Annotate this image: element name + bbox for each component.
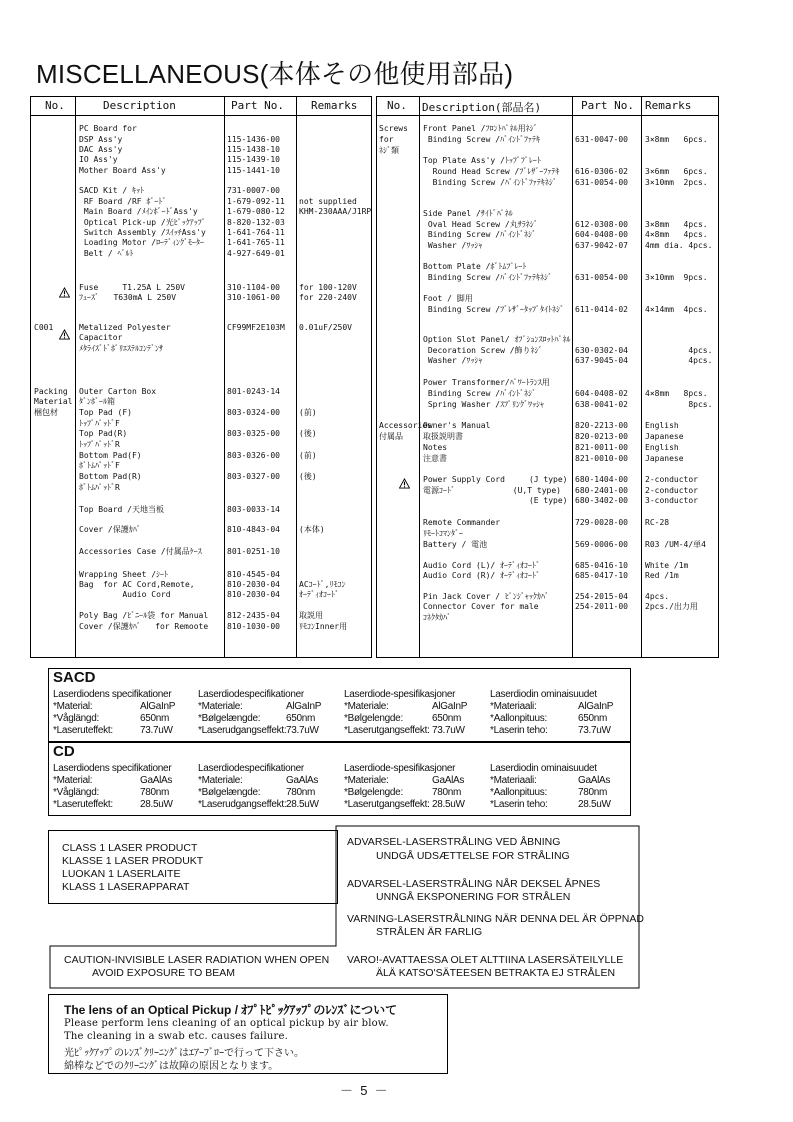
- right_table-cell-rem: White /1m: [645, 561, 689, 570]
- right_table-cell-part: 631-0047-00: [575, 135, 628, 144]
- right_table-cell-desc: Binding Screw /ﾊﾞｲﾝﾄﾞﾌｧﾃｷ: [423, 135, 541, 144]
- left_table-cell-desc: Belt / ﾍﾞﾙﾄ: [79, 249, 134, 258]
- right_table-cell-rem: 3-conductor: [645, 496, 698, 505]
- right_table-cell-rem: 4pcs.: [645, 592, 670, 601]
- left_table-cell-desc: Cover /保護ｶﾊﾞ for Remoote: [79, 622, 209, 631]
- left_table-cell-part: 115-1439-10: [227, 155, 280, 164]
- left_table-cell-desc: DAC Ass'y: [79, 145, 123, 154]
- right_table-cell-no: ﾈｼﾞ類: [379, 146, 399, 155]
- right_table-cell-desc: Binding Screw /ﾊﾞｲﾝﾄﾞﾈｼﾞ: [423, 230, 537, 239]
- left_table-cell-desc: Mother Board Ass'y: [79, 166, 166, 175]
- cd-spec-label: *Materiale:: [198, 775, 243, 786]
- varo-fi-line: ÄLÄ KATSO'SÄTEESEN BETRAKTA EJ STRÅLEN: [376, 967, 616, 979]
- col-header-remarks: Remarks: [645, 99, 692, 112]
- col-header-remarks: Remarks: [311, 99, 358, 112]
- left_table-cell-desc: Bottom Pad(R): [79, 472, 142, 481]
- right_table-cell-desc: (E type): [423, 496, 568, 505]
- sacd-spec-title: Laserdiodespecifikationer: [198, 689, 304, 700]
- sacd-spec-title: Laserdiodens specifikationer: [53, 689, 172, 700]
- right_table-cell-desc: Remote Commander: [423, 518, 501, 527]
- sacd-spec-label: *Material:: [53, 701, 93, 712]
- left_table-cell-desc: ﾄｯﾌﾟﾊﾟｯﾄﾞF: [79, 419, 120, 428]
- cd-spec-value: 780nm: [432, 787, 462, 798]
- right_table-cell-rem: Japanese: [645, 454, 684, 463]
- right_table-cell-part: 611-0414-02: [575, 305, 628, 314]
- right_table-cell-part: 612-0308-00: [575, 220, 628, 229]
- sacd-spec-label: *Våglängd:: [53, 713, 99, 724]
- cd-spec-label: *Laserutgangseffekt:: [344, 799, 430, 810]
- lens-note-line: The cleaning in a swab etc. causes failure.: [64, 1031, 288, 1042]
- right_table-cell-desc: Power Transformer/ﾊﾟﾜｰﾄﾗﾝｽ用: [423, 378, 550, 387]
- left_table-cell-part: 115-1441-10: [227, 166, 280, 175]
- col-header-part-no: Part No.: [581, 99, 634, 112]
- left_table-cell-desc: PC Board for: [79, 124, 137, 133]
- right_table-cell-desc: Pin Jack Cover / ﾋﾟﾝｼﾞｬｯｸｶﾊﾞ: [423, 592, 549, 601]
- class1-line: CLASS 1 LASER PRODUCT: [62, 842, 198, 854]
- left_table-cell-desc: Top Board /天地当板: [79, 505, 164, 514]
- col-header-description: Description(部品名): [422, 101, 542, 114]
- sacd-spec-label: *Laseruteffekt:: [53, 725, 113, 736]
- lens-note-line: 光ﾋﾟｯｸｱｯﾌﾟのﾚﾝｽﾞｸﾘｰﾆﾝｸﾞはｴｱｰﾌﾞﾛｰで行って下さい。: [64, 1048, 304, 1059]
- right_table-cell-desc: 注意書: [423, 454, 447, 463]
- sacd-spec-label: *Laserudgangseffekt:: [198, 725, 287, 736]
- right_table-cell-part: 729-0028-00: [575, 518, 628, 527]
- left_table-cell-rem: for 100-120V: [299, 283, 357, 292]
- sacd-spec-value: 73.7uW: [578, 725, 611, 736]
- right_table-cell-desc: Front Panel /ﾌﾛﾝﾄﾊﾟﾈﾙ用ﾈｼﾞ: [423, 124, 538, 133]
- right_table-cell-rem: 4×8mm 4pcs.: [645, 230, 708, 239]
- left_table-cell-desc: Bag for AC Cord,Remote,: [79, 580, 195, 589]
- right_table-cell-desc: Binding Screw /ﾊﾞｲﾝﾄﾞﾈｼﾞ: [423, 389, 537, 398]
- right_table-cell-part: 604-0408-02: [575, 389, 628, 398]
- right_table-cell-rem: 4pcs.: [645, 356, 713, 365]
- right_table-cell-part: 630-0302-04: [575, 346, 628, 355]
- right_table-cell-desc: ｺﾈｸﾀｶﾊﾞ: [423, 613, 451, 622]
- left_table-cell-desc: Wrapping Sheet /ｼｰﾄ: [79, 570, 169, 579]
- left_table-cell-desc: Audio Cord: [79, 590, 171, 599]
- sacd-spec-label: *Laserutgangseffekt:: [344, 725, 430, 736]
- left_table-cell-desc: Accessories Case /付属品ｹｰｽ: [79, 547, 202, 556]
- left_table-cell-desc: Loading Motor /ﾛｰﾃﾞｨﾝｸﾞﾓｰﾀｰ: [79, 238, 205, 247]
- left_table-cell-part: CF99MF2E103M: [227, 323, 285, 332]
- right_table-cell-part: 637-9045-04: [575, 356, 628, 365]
- cd-spec-title: Laserdiodin ominaisuudet: [490, 763, 597, 774]
- advarsel-no-line: UNNGÅ EKSPONERING FOR STRÅLEN: [376, 891, 571, 903]
- left_table-cell-part: 810-4545-04: [227, 570, 280, 579]
- left_table-cell-part: 810-1030-00: [227, 622, 280, 631]
- cd-spec-value: GaAlAs: [432, 775, 465, 786]
- right_table-cell-desc: Oval Head Screw /丸ｻﾗﾈｼﾞ: [423, 220, 538, 229]
- right_table-cell-rem: English: [645, 443, 679, 452]
- right_table-cell-desc: Option Slot Panel/ ｵﾌﾟｼｮﾝｽﾛｯﾄﾊﾟﾈﾙ: [423, 335, 571, 344]
- cd-spec-label: *Våglängd:: [53, 787, 99, 798]
- right_table-cell-part: 680-1404-00: [575, 475, 628, 484]
- left_table-cell-part: 8-820-132-03: [227, 218, 285, 227]
- col-header-part-no: Part No.: [231, 99, 284, 112]
- left_table-cell-desc: Cover /保護ｶﾊﾞ: [79, 525, 141, 534]
- right_table-cell-desc: Decoration Screw /飾りﾈｼﾞ: [423, 346, 543, 355]
- right_table-cell-desc: Washer /ﾜｯｼｬ: [423, 356, 483, 365]
- right_table-cell-part: 685-0416-10: [575, 561, 628, 570]
- left_table-cell-part: 115-1438-10: [227, 145, 280, 154]
- left_table-cell-desc: SACD Kit / ｷｯﾄ: [79, 186, 144, 195]
- left_table-cell-desc: ﾎﾞﾄﾑﾊﾟｯﾄﾞR: [79, 483, 120, 492]
- left_table-cell-no: C001: [34, 323, 54, 332]
- right_table-cell-rem: 3×6mm 6pcs.: [645, 167, 708, 176]
- right_table-cell-no: for: [379, 135, 394, 144]
- class1-line: KLASSE 1 LASER PRODUKT: [62, 855, 204, 867]
- left_table-cell-rem: ﾘﾓｺﾝInner用: [299, 622, 348, 631]
- left_table-cell-desc: ﾒﾀﾗｲｽﾞﾄﾞﾎﾟﾘｴｽﾃﾙｺﾝﾃﾞﾝｻ: [79, 344, 163, 353]
- left_table-cell-part: 810-2030-04: [227, 590, 280, 599]
- cd-spec-value: 780nm: [286, 787, 316, 798]
- sacd-spec-value: 73.7uW: [140, 725, 173, 736]
- cd-spec-label: *Laserin teho:: [490, 799, 548, 810]
- sacd-spec-label: *Bølgelængde:: [198, 713, 261, 724]
- cd-spec-label: *Bølgelengde:: [344, 787, 403, 798]
- left_table-cell-part: 115-1436-00: [227, 135, 280, 144]
- right_table-cell-no: Screws: [379, 124, 408, 133]
- sacd-spec-value: AlGaInP: [432, 701, 468, 712]
- left_table-cell-part: 310-1061-00: [227, 293, 280, 302]
- right_table-cell-desc: Foot / 脚用: [423, 294, 473, 303]
- lens-note-line: 綿棒などでのｸﾘｰﾆﾝｸﾞは故障の原因となります。: [64, 1061, 279, 1072]
- sacd-spec-value: 650nm: [286, 713, 316, 724]
- right_table-cell-rem: 4×8mm 8pcs.: [645, 389, 708, 398]
- left_table-cell-desc: ﾄｯﾌﾟﾊﾟｯﾄﾞR: [79, 440, 120, 449]
- right_table-cell-part: 638-0041-02: [575, 400, 628, 409]
- right_table-cell-desc: Binding Screw /ﾊﾞｲﾝﾄﾞﾌｧﾃｷﾈｼﾞ: [423, 178, 557, 187]
- left_table-cell-desc: IO Ass'y: [79, 155, 118, 164]
- left_table-cell-part: 1-641-764-11: [227, 228, 285, 237]
- right_table-cell-desc: Washer /ﾜｯｼｬ: [423, 241, 483, 250]
- right_table-cell-rem: 3×8mm 6pcs.: [645, 135, 708, 144]
- sacd-spec-label: *Laserin teho:: [490, 725, 548, 736]
- left_table-cell-part: 803-0326-00: [227, 451, 280, 460]
- sacd-spec-title: Laserdiodin ominaisuudet: [490, 689, 597, 700]
- right_table-cell-desc: Audio Cord (R)/ ｵｰﾃﾞｨｵｺｰﾄﾞ: [423, 571, 541, 580]
- sacd-heading: SACD: [53, 669, 96, 686]
- right_table-cell-rem: 3×10mm 9pcs.: [645, 273, 708, 282]
- varning-sv-line: STRÅLEN ÄR FARLIG: [376, 926, 483, 938]
- left_table-cell-part: 1-679-080-12: [227, 207, 285, 216]
- class1-line: KLASS 1 LASERAPPARAT: [62, 881, 190, 893]
- right_table-cell-no: 付属品: [379, 432, 403, 441]
- col-header-no: No.: [45, 99, 65, 112]
- sacd-spec-value: 650nm: [140, 713, 170, 724]
- cd-spec-title: Laserdiodespecifikationer: [198, 763, 304, 774]
- left_table-cell-desc: Top Pad(R): [79, 429, 128, 438]
- cd-spec-title: Laserdiodens specifikationer: [53, 763, 172, 774]
- right_table-cell-part: 680-2401-00: [575, 486, 628, 495]
- sacd-spec-label: *Bølgelengde:: [344, 713, 403, 724]
- right_table-cell-rem: 4mm dia. 4pcs.: [645, 241, 713, 250]
- cd-spec-value: 28.5uW: [432, 799, 465, 810]
- left_table-cell-desc: ﾎﾞﾄﾑﾊﾟｯﾄﾞF: [79, 461, 120, 470]
- cd-spec-value: GaAlAs: [578, 775, 611, 786]
- right_table-cell-part: 637-9042-07: [575, 241, 628, 250]
- right_table-cell-desc: Top Plate Ass'y /ﾄｯﾌﾟﾌﾟﾚｰﾄ: [423, 156, 541, 165]
- cd-spec-label: *Aallonpituus:: [490, 787, 547, 798]
- left_table-cell-rem: 取説用: [299, 611, 323, 620]
- right_table-cell-part: 820-2213-00: [575, 421, 628, 430]
- cd-spec-value: 780nm: [140, 787, 170, 798]
- left_table-cell-desc: RF Board /RF ﾎﾞｰﾄﾞ: [79, 197, 167, 206]
- right_table-cell-rem: Japanese: [645, 432, 684, 441]
- cd-spec-label: *Material:: [53, 775, 93, 786]
- sacd-spec-value: AlGaInP: [286, 701, 322, 712]
- right_table-cell-part: 821-0011-00: [575, 443, 628, 452]
- caution-en-line: CAUTION-INVISIBLE LASER RADIATION WHEN OPEN: [64, 954, 330, 966]
- left_table-cell-desc: Outer Carton Box: [79, 387, 157, 396]
- right_table-cell-desc: Notes: [423, 443, 448, 452]
- left_table-cell-no: 梱包材: [34, 408, 58, 417]
- right_table-cell-rem: 4pcs.: [645, 346, 713, 355]
- right_table-cell-part: 254-2015-04: [575, 592, 628, 601]
- lens-note-line: Please perform lens cleaning of an optical pickup by air blow.: [64, 1018, 389, 1029]
- sacd-spec-label: *Materiale:: [198, 701, 243, 712]
- right_table-cell-part: 820-0213-00: [575, 432, 628, 441]
- right_table-cell-desc: ﾘﾓｰﾄｺﾏﾝﾀﾞｰ: [423, 529, 463, 538]
- cd-spec-label: *Materiale:: [344, 775, 389, 786]
- sacd-spec-label: *Materiale:: [344, 701, 389, 712]
- right_table-cell-rem: 4×14mm 4pcs.: [645, 305, 708, 314]
- right_table-cell-rem: Red /1m: [645, 571, 679, 580]
- left_table-cell-rem: ｵｰﾃﾞｨｵｺｰﾄﾞ: [299, 590, 339, 599]
- left_table-cell-desc: Fuse T1.25A L 250V: [79, 283, 185, 292]
- left_table-cell-rem: KHM-230AAA/J1RP: [299, 207, 372, 216]
- right_table-cell-part: 254-2011-00: [575, 602, 628, 611]
- sacd-spec-value: AlGaInP: [140, 701, 176, 712]
- advarsel-no-line: ADVARSEL-LASERSTRÅLING NÅR DEKSEL ÅPNES: [347, 878, 601, 890]
- cd-spec-value: 780nm: [578, 787, 608, 798]
- left_table-cell-part: 803-0324-00: [227, 408, 280, 417]
- right_table-cell-desc: Binding Screw /ﾊﾞｲﾝﾄﾞﾌｧﾃｷﾈｼﾞ: [423, 273, 553, 282]
- left_table-cell-rem: (後): [299, 472, 317, 481]
- right_table-cell-no: Accessories: [379, 421, 432, 430]
- right_table-cell-rem: 8pcs.: [645, 400, 713, 409]
- right_table-cell-desc: Spring Washer /ｽﾌﾟﾘﾝｸﾞﾜｯｼｬ: [423, 400, 545, 409]
- sacd-spec-label: *Materiaali:: [490, 701, 537, 712]
- right_table-cell-rem: 2-conductor: [645, 475, 698, 484]
- left_table-cell-desc: Metalized Polyester: [79, 323, 171, 332]
- right_table-cell-desc: 取扱説明書: [423, 432, 463, 441]
- left_table-cell-desc: Capacitor: [79, 333, 123, 342]
- right_table-cell-part: 569-0006-00: [575, 540, 628, 549]
- sacd-spec-value: 73.7uW: [432, 725, 465, 736]
- page-number: － 5 －: [340, 1083, 388, 1098]
- left_table-cell-no: Material: [34, 397, 73, 406]
- right_table-cell-desc: 電源ｺｰﾄﾞ (U,T type): [423, 486, 561, 495]
- cd-spec-label: *Materiaali:: [490, 775, 537, 786]
- left_table-cell-desc: ﾌｭｰｽﾞ T630mA L 250V: [79, 293, 177, 302]
- right_table-cell-rem: 2-conductor: [645, 486, 698, 495]
- left_table-cell-desc: Poly Bag /ﾋﾞﾆｰﾙ袋 for Manual: [79, 611, 209, 620]
- cd-spec-value: GaAlAs: [140, 775, 173, 786]
- sacd-spec-value: 650nm: [578, 713, 608, 724]
- left_table-cell-part: 803-0327-00: [227, 472, 280, 481]
- class1-line: LUOKAN 1 LASERLAITE: [62, 868, 181, 880]
- left_table-cell-desc: DSP Ass'y: [79, 135, 123, 144]
- left_table-cell-desc: Main Board /ﾒｲﾝﾎﾞｰﾄﾞAss'y: [79, 207, 198, 216]
- right_table-cell-desc: Connector Cover for male: [423, 602, 539, 611]
- left_table-cell-desc: ﾀﾞﾝﾎﾞｰﾙ箱: [79, 397, 115, 406]
- right_table-cell-desc: Owner's Manual: [423, 421, 491, 430]
- cd-spec-label: *Laseruteffekt:: [53, 799, 113, 810]
- right_table-cell-part: 631-0054-00: [575, 273, 628, 282]
- cd-spec-value: 28.5uW: [578, 799, 611, 810]
- right_table-cell-part: 680-3402-00: [575, 496, 628, 505]
- cd-spec-value: 28.5uW: [286, 799, 319, 810]
- left_table-cell-rem: not supplied: [299, 197, 357, 206]
- left_table-cell-part: 801-0251-10: [227, 547, 280, 556]
- sacd-spec-value: 73.7uW: [286, 725, 319, 736]
- left_table-cell-part: 1-641-765-11: [227, 238, 285, 247]
- right_table-cell-part: 685-0417-10: [575, 571, 628, 580]
- sacd-spec-value: 650nm: [432, 713, 462, 724]
- left_table-cell-part: 731-0007-00: [227, 186, 280, 195]
- lens-note-heading: The lens of an Optical Pickup / ｵﾌﾟﾄﾋﾟｯｸｱｯﾌﾟのﾚﾝｽﾞについて: [64, 1003, 398, 1017]
- left_table-cell-desc: Top Pad (F): [79, 408, 132, 417]
- cd-heading: CD: [53, 743, 75, 760]
- left_table-cell-part: 810-4843-04: [227, 525, 280, 534]
- right_table-cell-desc: Battery / 電池: [423, 540, 488, 549]
- right_table-cell-rem: RC-28: [645, 518, 670, 527]
- right_table-cell-rem: 3×10mm 2pcs.: [645, 178, 708, 187]
- left_table-cell-part: 810-2030-04: [227, 580, 280, 589]
- advarsel-da-line: UNDGÅ UDSÆTTELSE FOR STRÅLING: [376, 850, 570, 862]
- right_table-cell-desc: Round Head Screw /ﾌﾞﾚｻﾞｰﾌｧﾃｷ: [423, 167, 560, 176]
- right_table-cell-rem: R03 /UM-4/単4: [645, 540, 706, 549]
- varo-fi-line: VARO!-AVATTAESSA OLET ALTTIINA LASERSÄTEILYLLE: [347, 954, 624, 966]
- page-title: MISCELLANEOUS(本体その他使用部品): [36, 59, 514, 89]
- left_table-cell-part: 812-2435-04: [227, 611, 280, 620]
- varning-sv-line: VARNING-LASERSTRÅLNING NÄR DENNA DEL ÄR ÖPPNAD: [347, 913, 644, 925]
- right_table-cell-desc: Power Supply Cord (J type): [423, 475, 568, 484]
- sacd-spec-label: *Aallonpituus:: [490, 713, 547, 724]
- right_table-cell-part: 604-0408-00: [575, 230, 628, 239]
- cd-spec-value: GaAlAs: [286, 775, 319, 786]
- left_table-cell-part: 803-0033-14: [227, 505, 280, 514]
- left_table-cell-rem: 0.01uF/250V: [299, 323, 352, 332]
- left_table-cell-no: Packing: [34, 387, 68, 396]
- left_table-cell-part: 4-927-649-01: [227, 249, 285, 258]
- sacd-spec-title: Laserdiode-spesifikasjoner: [344, 689, 456, 700]
- col-header-description: Description: [103, 99, 176, 112]
- left_table-cell-rem: (後): [299, 429, 317, 438]
- left_table-cell-part: 803-0325-00: [227, 429, 280, 438]
- left_table-cell-rem: (前): [299, 451, 317, 460]
- right_table-cell-part: 616-0306-02: [575, 167, 628, 176]
- right_table-cell-rem: 2pcs./出力用: [645, 602, 698, 611]
- right_table-cell-part: 821-0010-00: [575, 454, 628, 463]
- left_table-cell-part: 310-1104-00: [227, 283, 280, 292]
- col-header-no: No.: [387, 99, 407, 112]
- left_table-cell-desc: Bottom Pad(F): [79, 451, 142, 460]
- cd-spec-label: *Bølgelængde:: [198, 787, 261, 798]
- left_table-cell-rem: ACｺｰﾄﾞ,ﾘﾓｺﾝ: [299, 580, 346, 589]
- advarsel-da-line: ADVARSEL-LASERSTRÅLING VED ÅBNING: [347, 836, 561, 848]
- cd-spec-label: *Laserudgangseffekt:: [198, 799, 287, 810]
- left_table-cell-rem: for 220-240V: [299, 293, 357, 302]
- sacd-spec-value: AlGaInP: [578, 701, 614, 712]
- right_table-cell-desc: Side Panel /ｻｲﾄﾞﾊﾟﾈﾙ: [423, 209, 513, 218]
- left_table-cell-desc: Optical Pick-up /光ﾋﾟｯｸｱｯﾌﾟ: [79, 218, 206, 227]
- right_table-cell-rem: English: [645, 421, 679, 430]
- right_table-cell-rem: 3×8mm 4pcs.: [645, 220, 708, 229]
- cd-spec-title: Laserdiode-spesifikasjoner: [344, 763, 456, 774]
- left_table-cell-part: 801-0243-14: [227, 387, 280, 396]
- left_table-cell-rem: (前): [299, 408, 317, 417]
- right_table-cell-part: 631-0054-00: [575, 178, 628, 187]
- left_table-cell-rem: (本体): [299, 525, 325, 534]
- left_table-cell-desc: Switch Assembly /ｽｲｯﾁAss'y: [79, 228, 206, 237]
- right_table-cell-desc: Audio Cord (L)/ ｵｰﾃﾞｨｵｺｰﾄﾞ: [423, 561, 541, 570]
- left_table-cell-part: 1-679-092-11: [227, 197, 285, 206]
- right_table-cell-desc: Bottom Plate /ﾎﾞﾄﾑﾌﾟﾚｰﾄ: [423, 262, 527, 271]
- right_table-cell-desc: Binding Screw /ﾌﾞﾚｻﾞｰﾀｯﾌﾟﾀｲﾄﾈｼﾞ: [423, 305, 565, 314]
- cd-spec-value: 28.5uW: [140, 799, 173, 810]
- caution-en-line: AVOID EXPOSURE TO BEAM: [92, 967, 235, 979]
